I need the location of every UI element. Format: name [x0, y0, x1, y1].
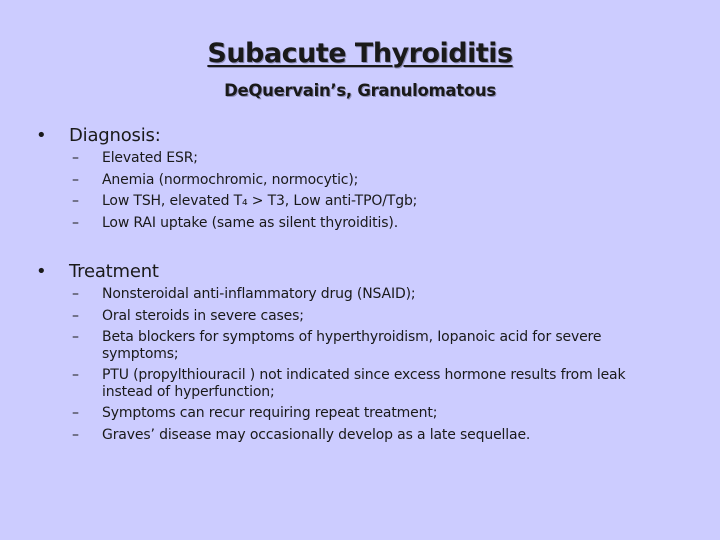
list-item [72, 405, 676, 422]
dash-icon: – [72, 367, 79, 383]
list-item [72, 150, 676, 167]
dash-icon: – [72, 405, 79, 421]
list-item-text: Nonsteroidal anti-inflammatory drug (NSAID); [102, 286, 416, 302]
sub-list [72, 286, 676, 443]
list-item [72, 193, 676, 210]
list-item-text: Symptoms can recur requiring repeat treatment; [102, 405, 438, 421]
list-item [72, 215, 676, 232]
section-heading-row [36, 124, 676, 148]
section-heading: Treatment [69, 261, 159, 282]
list-item-text: Oral steroids in severe cases; [102, 307, 304, 324]
dash-icon: – [72, 171, 79, 188]
list-item-text: PTU (propylthiouracil ) not indicated since excess hormone results from leak instead of hyperfunction; [102, 367, 626, 400]
list-item [72, 172, 676, 189]
bullet-icon: • [36, 261, 47, 282]
section-heading-row [36, 260, 676, 284]
bullet-icon: • [36, 125, 47, 146]
list-item [72, 427, 676, 444]
slide-title: Subacute Thyroiditis [207, 38, 513, 69]
list-item [72, 286, 676, 303]
list-item [72, 367, 676, 400]
list-item [72, 308, 676, 325]
section-diagnosis [36, 124, 676, 236]
dash-icon: – [72, 193, 79, 209]
list-item-text: Anemia (normochromic, normocytic); [102, 171, 359, 188]
list-item-text: Low RAI uptake (same as silent thyroiditis). [102, 214, 399, 231]
list-item-text: Low TSH, elevated T₄ > T3, Low anti-TPO/Tgb; [102, 193, 418, 209]
sub-list [72, 150, 676, 231]
dash-icon: – [72, 307, 79, 324]
section-heading: Diagnosis: [69, 125, 161, 146]
list-item-text: Graves’ disease may occasionally develop as a late sequellae. [102, 426, 531, 443]
slide-subtitle: DeQuervain’s, Granulomatous [224, 81, 496, 100]
dash-icon: – [72, 329, 79, 345]
list-item-text: Beta blockers for symptoms of hyperthyroidism, Iopanoic acid for severe symptoms; [102, 329, 602, 362]
list-item-text: Elevated ESR; [102, 150, 198, 166]
list-item [72, 329, 676, 362]
dash-icon: – [72, 214, 79, 231]
dash-icon: – [72, 150, 79, 166]
section-treatment [36, 260, 676, 448]
dash-icon: – [72, 286, 79, 302]
dash-icon: – [72, 426, 79, 443]
